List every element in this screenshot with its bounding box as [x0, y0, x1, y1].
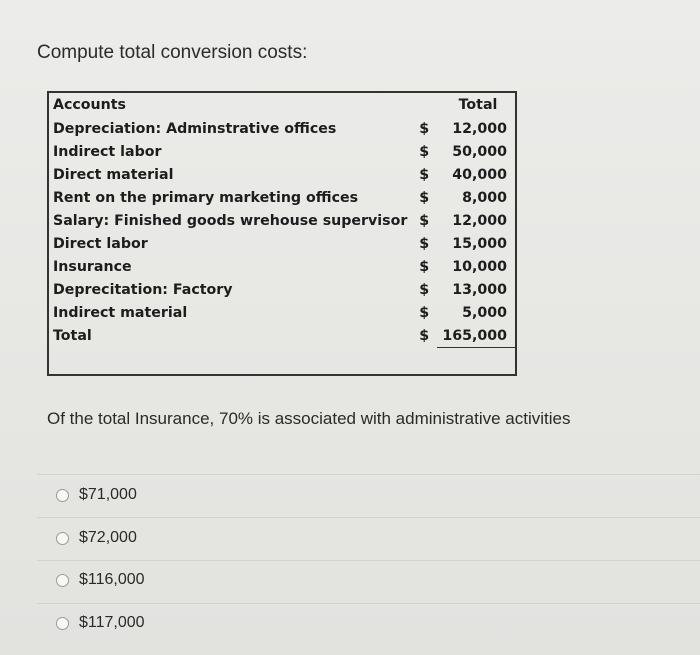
row-account: Salary: Finished goods wrehouse supervisor: [48, 210, 412, 233]
table-total-row: [48, 325, 516, 348]
radio-button-icon[interactable]: [56, 574, 69, 587]
option-label: $116,000: [79, 571, 145, 588]
row-currency: $: [412, 210, 437, 233]
row-currency: $: [412, 141, 437, 164]
answer-option-c[interactable]: [56, 571, 145, 589]
divider: [37, 474, 700, 475]
divider: [37, 560, 700, 561]
row-value: 10,000: [437, 256, 516, 279]
table-row: [48, 256, 516, 279]
option-label: $71,000: [79, 486, 137, 503]
row-currency: $: [412, 164, 437, 187]
row-currency: $: [412, 233, 437, 256]
total-value: 165,000: [437, 325, 516, 348]
row-value: 50,000: [437, 141, 516, 164]
insurance-note: Of the total Insurance, 70% is associated with administrative activities: [47, 409, 571, 428]
row-account: Depreciation: Adminstrative offices: [48, 118, 412, 141]
row-account: Direct labor: [48, 233, 412, 256]
row-value: 12,000: [437, 210, 516, 233]
header-accounts: Accounts: [48, 92, 412, 118]
row-account: Indirect material: [48, 302, 412, 325]
radio-button-icon[interactable]: [56, 617, 69, 630]
row-account: Rent on the primary marketing offices: [48, 187, 412, 210]
total-label: Total: [48, 325, 412, 348]
accounts-table: [47, 91, 517, 376]
row-currency: $: [412, 187, 437, 210]
row-currency: $: [412, 279, 437, 302]
row-value: 15,000: [437, 233, 516, 256]
table-row: [48, 210, 516, 233]
row-account: Indirect labor: [48, 141, 412, 164]
row-value: 12,000: [437, 118, 516, 141]
row-value: 8,000: [437, 187, 516, 210]
header-total: Total: [437, 92, 516, 118]
row-value: 13,000: [437, 279, 516, 302]
row-currency: $: [412, 118, 437, 141]
table-row: [48, 141, 516, 164]
row-account: Deprecitation: Factory: [48, 279, 412, 302]
option-label: $117,000: [79, 614, 145, 631]
row-currency: $: [412, 256, 437, 279]
table-row: [48, 187, 516, 210]
radio-button-icon[interactable]: [56, 489, 69, 502]
empty-cell: [412, 348, 437, 376]
table-empty-row: [48, 348, 516, 376]
total-currency: $: [412, 325, 437, 348]
table-row: [48, 302, 516, 325]
radio-button-icon[interactable]: [56, 532, 69, 545]
table-header-row: [48, 92, 516, 118]
table-row: [48, 279, 516, 302]
table-row: [48, 233, 516, 256]
answer-option-d[interactable]: [56, 614, 145, 632]
table-row: [48, 164, 516, 187]
divider: [37, 603, 700, 604]
row-account: Insurance: [48, 256, 412, 279]
row-account: Direct material: [48, 164, 412, 187]
divider: [37, 517, 700, 518]
row-value: 40,000: [437, 164, 516, 187]
question-text: Compute total conversion costs:: [37, 42, 308, 63]
empty-cell: [48, 348, 412, 376]
answer-option-a[interactable]: [56, 486, 137, 504]
option-label: $72,000: [79, 529, 137, 546]
empty-cell: [437, 348, 516, 376]
row-currency: $: [412, 302, 437, 325]
header-currency-blank: [412, 92, 437, 118]
table-row: [48, 118, 516, 141]
row-value: 5,000: [437, 302, 516, 325]
answer-option-b[interactable]: [56, 529, 137, 547]
